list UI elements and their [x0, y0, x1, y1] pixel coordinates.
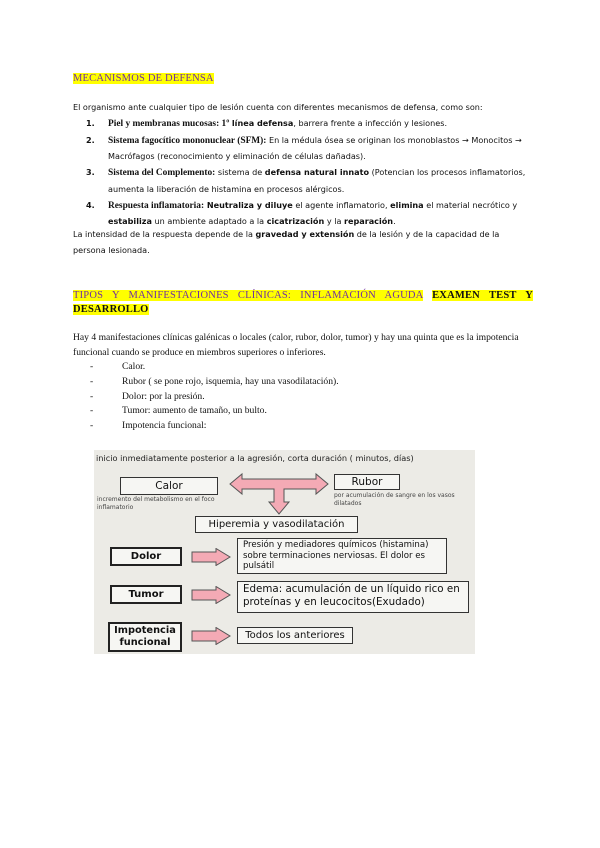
list-item: 3. Sistema del Complemento: sistema de defensa natural innato (Potencian los procesos inflamatorios, aumenta la liberación de histamina en procesos alérgicos.	[86, 167, 526, 194]
calor-note: incremento del metabolismo en el foco inflamatorio	[97, 496, 215, 511]
section-title-mecanismos: MECANISMOS DE DEFENSA	[73, 73, 214, 84]
hiperemia-box: Hiperemia y vasodilatación	[195, 516, 358, 533]
calor-box: Calor	[120, 477, 218, 495]
list-item: - Impotencia funcional:	[90, 419, 339, 434]
diagram-header: inicio inmediatamente posterior a la agresión, corta duración ( minutos, días)	[96, 453, 414, 463]
impotencia-box: Impotencia funcional	[108, 622, 182, 652]
list-item: 1. Piel y membranas mucosas: 1º línea defensa, barrera frente a infección y lesiones.	[86, 118, 448, 129]
list-item: 4. Respuesta inflamatoria: Neutraliza y diluye el agente inflamatorio, elimina el material necrótico y estabiliza un ambiente adaptado a la cicatrización y la reparación.	[86, 199, 518, 227]
section-title-inflamacion: TIPOS Y MANIFESTACIONES CLÍNICAS: INFLAMACIÓN AGUDA EXAMEN TEST Y DESARROLLO	[73, 290, 534, 315]
list-item: - Calor.	[90, 360, 339, 375]
inflammation-diagram	[94, 450, 475, 654]
tumor-box: Tumor	[110, 585, 182, 604]
arrow-right-icon	[191, 586, 231, 604]
rubor-note: por acumulación de sangre en los vasos dilatados	[334, 492, 455, 507]
list-item: 2. Sistema fagocítico mononuclear (SFM): En la médula ósea se originan los monoblastos → Monocitos → Macrófagos (reconocimiento y eliminación de células dañadas).	[86, 135, 522, 162]
rubor-box: Rubor	[334, 474, 400, 490]
list-item: - Tumor: aumento de tamaño, un bulto.	[90, 404, 339, 419]
arrow-right-icon	[191, 548, 231, 566]
dolor-desc-box: Presión y mediadores químicos (histamina) sobre terminaciones nerviosas. El dolor es pulsátil	[237, 538, 447, 574]
manifestations-list	[90, 360, 339, 434]
tumor-desc-box: Edema: acumulación de un líquido rico en proteínas y en leucocitos(Exudado)	[237, 581, 469, 613]
defense-mechanisms-list	[86, 116, 532, 230]
closing-paragraph: La intensidad de la respuesta depende de la gravedad y extensión de la lesión y de la capacidad de la persona lesionada.	[73, 229, 500, 255]
list-item: - Rubor ( se pone rojo, isquemia, hay una vasodilatación).	[90, 375, 339, 390]
manifestations-paragraph: Hay 4 manifestaciones clínicas galénicas o locales (calor, rubor, dolor, tumor) y hay una quinta que es la impotencia funcional cuando se produce en miembros superiores o inferiores.	[73, 332, 519, 358]
dolor-box: Dolor	[110, 547, 182, 566]
arrow-right-icon	[191, 627, 231, 645]
list-item: - Dolor: por la presión.	[90, 390, 339, 405]
impotencia-desc-box: Todos los anteriores	[237, 627, 353, 644]
double-arrow-down-icon	[228, 470, 330, 516]
intro-paragraph: El organismo ante cualquier tipo de lesión cuenta con diferentes mecanismos de defensa, como son:	[73, 102, 483, 112]
